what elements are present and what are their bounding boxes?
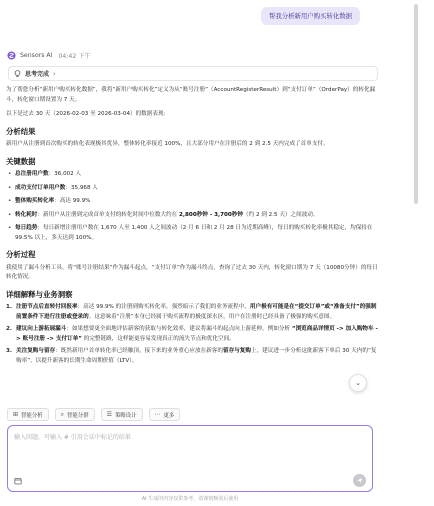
list-item: • 总注册用户数：36,002 人 — [6, 170, 381, 180]
chevron-right-icon: › — [53, 69, 56, 78]
lightbulb-icon — [14, 70, 21, 78]
quick-action-smart-analysis-button[interactable] — [7, 408, 49, 421]
key-data-list — [6, 170, 381, 243]
intro-paragraph: 为了帮您分析“新用户购买转化数据”，我将“新用户购买转化”定义为从“账号注册”（AccountRegisterResult）到“支付订单”（OrderPay）的转化漏斗，转化窗口期设置为 7 天。 — [6, 87, 376, 103]
section-heading-process: 分析过程 — [6, 250, 36, 259]
list-item: • 每日趋势：每日新增注册用户数在 1,670 人至 1,400 人之间波动（2 月 6 日和 2 月 28 日为近期高峰），每日的购买转化率极其稳定，均保持在 99.5% 以上，多天达到 100%。 — [6, 224, 381, 243]
process-paragraph: 我使用了漏斗分析工具，将“账号注册结果”作为漏斗起点，“支付订单”作为漏斗终点，查询了过去 30 天内，转化窗口期为 7 天（10080分钟）的每日转化情况。 — [6, 264, 378, 280]
section-heading-results: 分析结果 — [6, 126, 36, 136]
list-item: 1. 注册节点后直转付回报率：高达 99.9% 的注册到购买转化率，强烈暗示了我们的业务流程中，用户极有可能是在“提交订单”或“准备支付”的强制前置条件下进行注册或登录的。这意味着“注册”本身已经属于购买流程的极度深水区，用户在注册时已经具备了极强的购买意图。 — [6, 304, 377, 320]
date-range-paragraph: 以下是过去 30 天（2026-02-03 至 2026-03-04）的数据表现： — [6, 111, 170, 117]
section-heading-insights: 详细解释与业务洞察 — [6, 289, 73, 299]
quick-action-label: 智能分群 — [66, 412, 89, 419]
sensors-ai-logo-icon — [7, 51, 16, 60]
chat-scrollbar[interactable] — [414, 4, 418, 204]
segment-icon: ⌕ — [60, 410, 64, 418]
list-item: • 整体购买转化率：高达 99.9% — [6, 197, 381, 207]
assistant-name: Sensors AI — [20, 51, 53, 59]
message-input[interactable] — [14, 432, 364, 468]
message-input-box — [7, 425, 373, 492]
list-item: 3. 关注复购与留存：既然新用户首单转化率已经触顶，接下来的业务重心应放在新客的留存与复购上。建议进一步分析这批新客下单后 30 天内的“复购率”，以提升新客的长期生命周期价值（LTV）。 — [6, 348, 377, 364]
assistant-header — [7, 48, 91, 62]
section-heading-key-data: 关键数据 — [6, 156, 36, 166]
quick-action-strategy-design-button[interactable] — [101, 408, 143, 421]
message-time: 04:42 下午 — [58, 52, 91, 60]
chart-icon: ⊞ — [13, 411, 19, 418]
thinking-label: 思考完成 — [25, 71, 50, 78]
results-paragraph: 新用户从注册到首次购买的转化表现极其优异，整体转化率接近 100%，且大部分用户在注册后的 2 到 2.5 天内完成了首单支付。 — [6, 141, 329, 147]
list-item: 2. 建议向上游拓展漏斗：如果想要更全面地评估新客的获取与转化效率，建议将漏斗的起点向上游延伸，例如分析 “浏览商品详情页 -> 加入购物车 -> 账号注册 -> 支付订单” 的完整链路，这样能更容易发现真正的流失节点和优化空间。 — [6, 326, 378, 342]
quick-actions-bar — [7, 408, 180, 421]
send-button[interactable] — [353, 474, 366, 487]
attachment-icon[interactable] — [14, 477, 22, 487]
scroll-to-bottom-button[interactable] — [349, 374, 367, 392]
assistant-response — [6, 86, 381, 369]
quick-action-label: 智能分析 — [21, 412, 43, 419]
chevron-down-icon: ⌄ — [355, 379, 361, 387]
ai-disclaimer: AI 生成的内容仅供参考，请谨慎甄别后使用 — [141, 496, 239, 502]
quick-action-smart-segment-button[interactable] — [55, 408, 95, 421]
insights-list — [6, 303, 381, 366]
more-icon: ⋯ — [154, 411, 161, 418]
send-icon — [356, 477, 363, 484]
thinking-toggle[interactable] — [8, 66, 378, 81]
quick-action-more-button[interactable] — [149, 408, 181, 421]
user-message-bubble: 帮我分析新用户购买转化数据 — [261, 7, 360, 25]
strategy-icon: ☰ — [106, 411, 112, 418]
quick-action-label: 更多 — [163, 412, 175, 419]
quick-action-label: 策略设计 — [114, 412, 137, 419]
list-item: • 转化耗时：新用户从注册到完成首单支付的转化时间中位数大约在 2,800秒钟 - 3,700秒钟（约 2 到 2.5 天）之间波动。 — [6, 211, 381, 221]
list-item: • 成功支付订单用户数：35,968 人 — [6, 184, 381, 194]
